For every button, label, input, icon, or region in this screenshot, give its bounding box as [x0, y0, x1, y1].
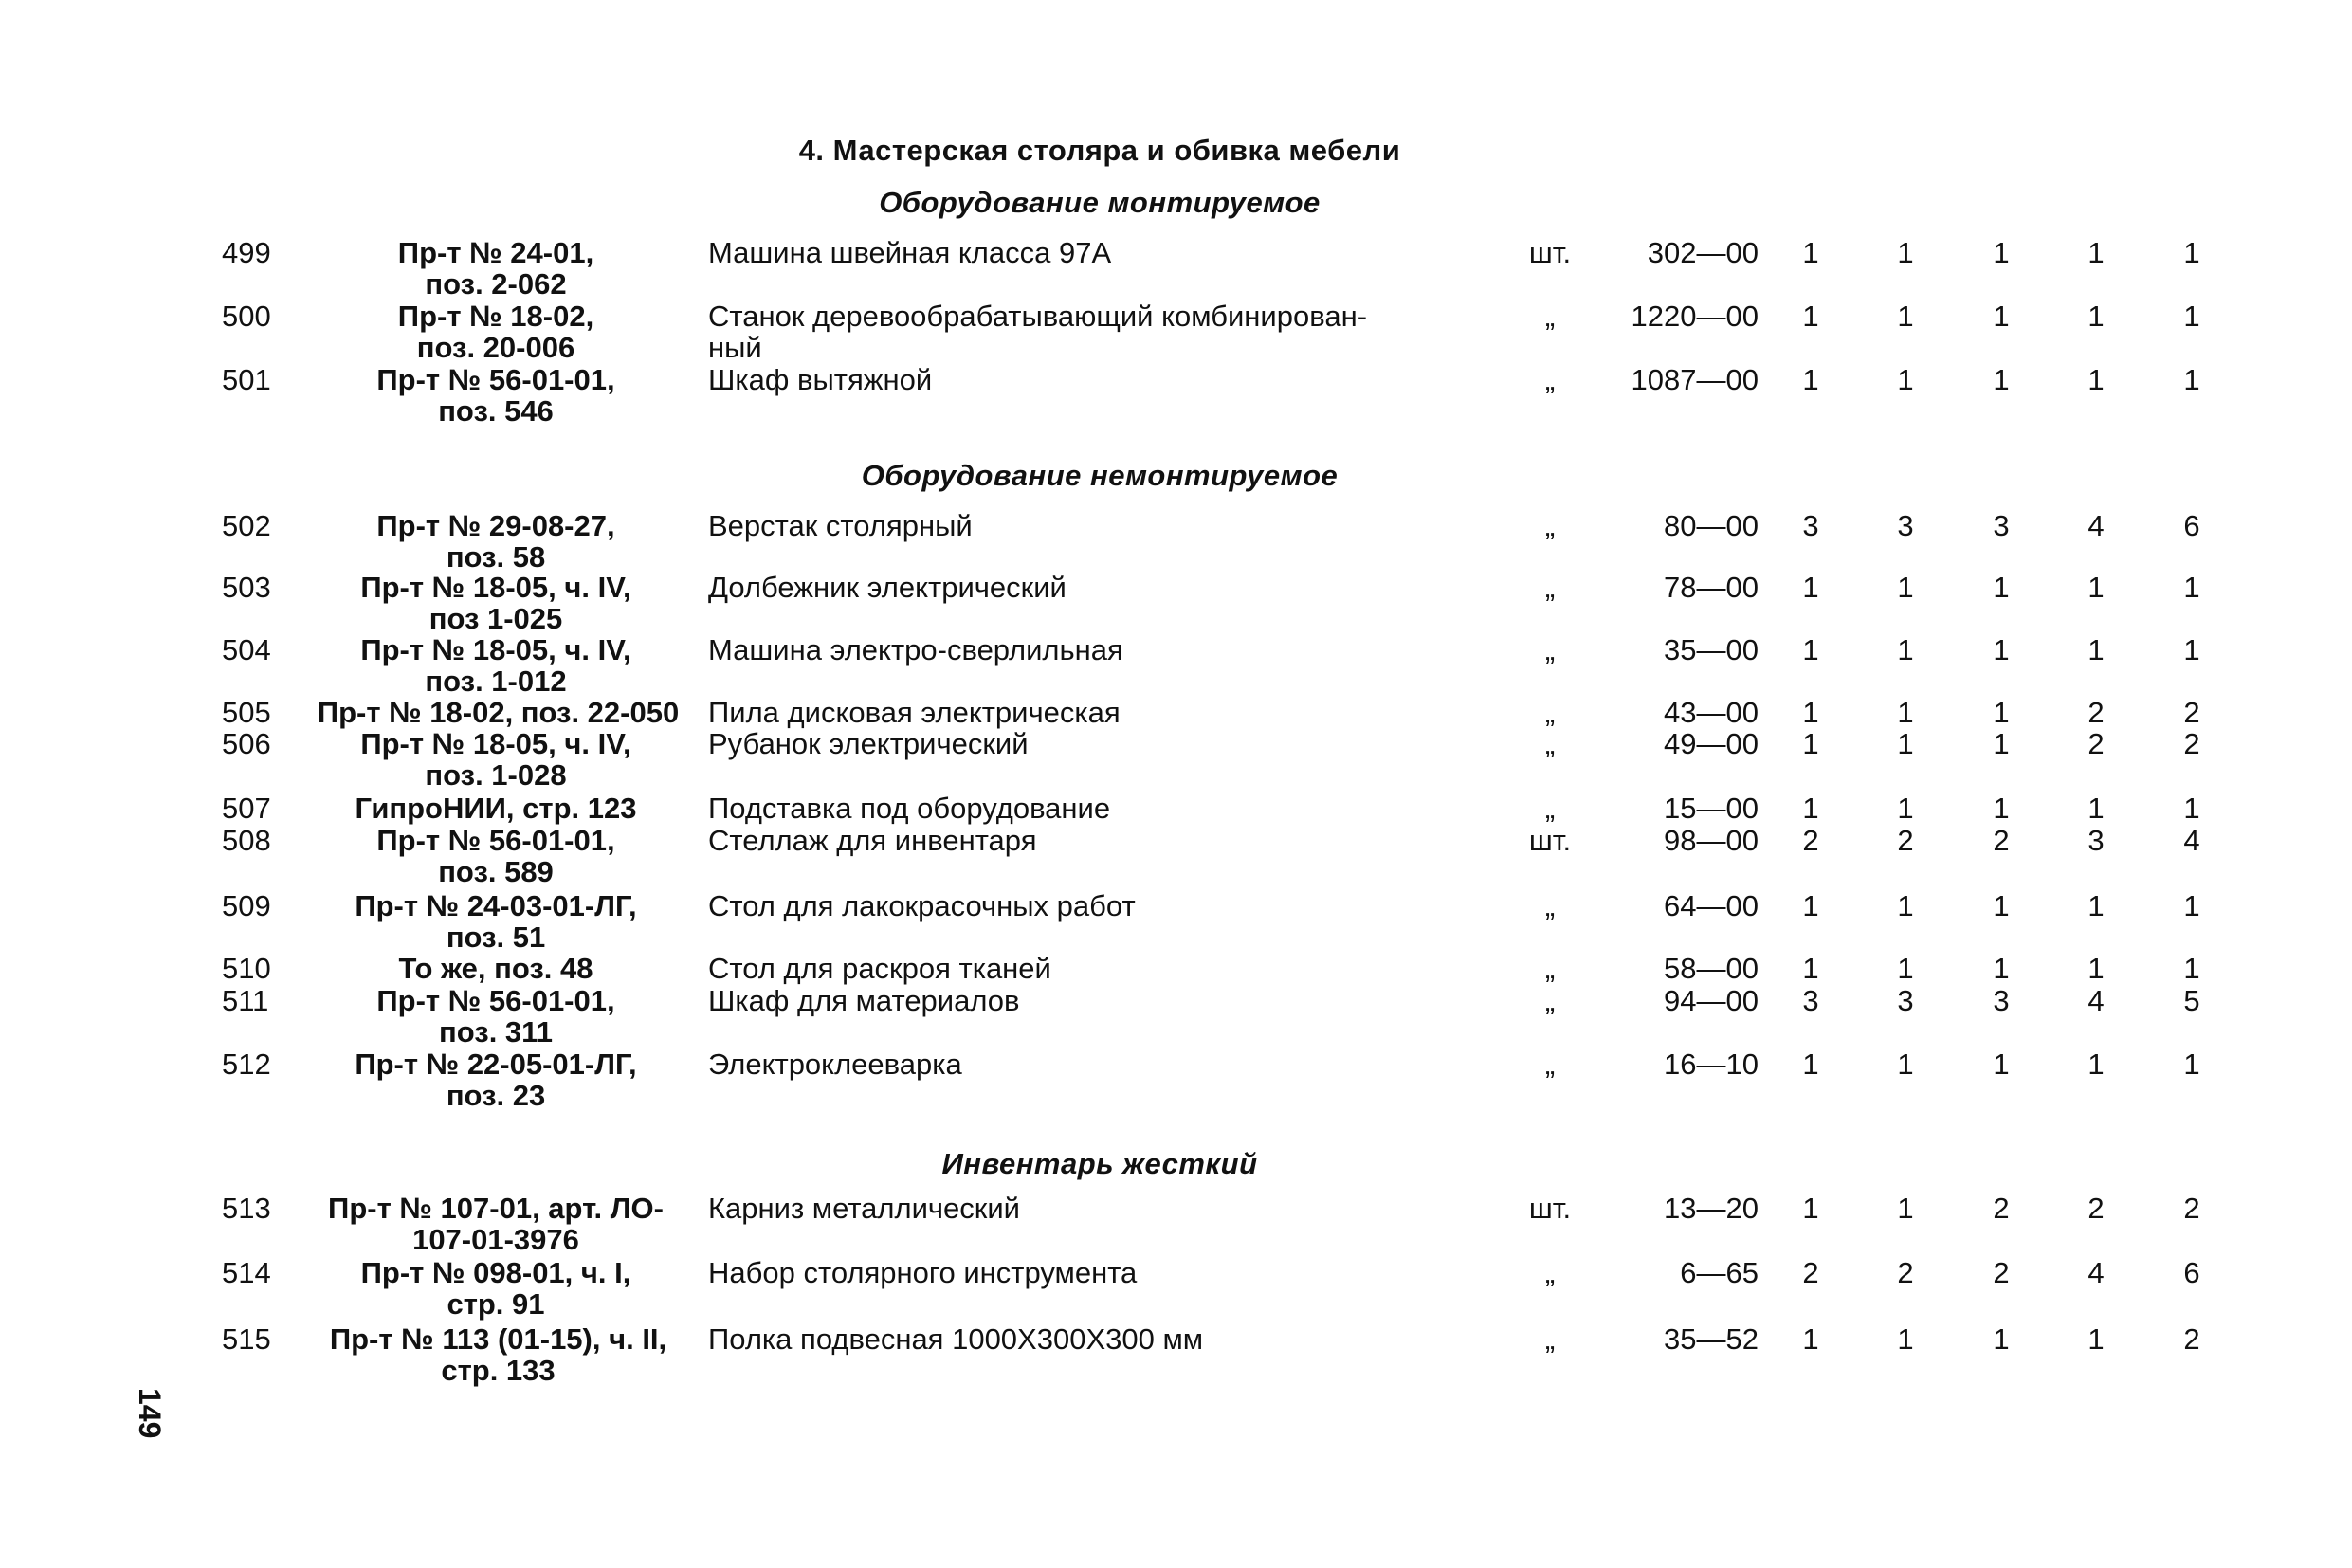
row-number: 508: [222, 824, 271, 857]
row-price: 302—00: [1647, 236, 1759, 269]
row-number: 499: [222, 236, 271, 269]
row-qty-5: 1: [2183, 363, 2200, 396]
row-reference: [301, 1193, 690, 1255]
row-qty-4: 1: [2088, 952, 2105, 985]
name-line-1: Станок деревообрабатывающий комбинирован-: [708, 300, 1368, 333]
reference-line-2: поз. 589: [438, 855, 554, 888]
section-heading-inventory: Инвентарь жесткий: [941, 1147, 1258, 1180]
table-row: [0, 1257, 2352, 1320]
page-number: 149: [133, 1388, 167, 1439]
section-heading-mounted: Оборудование монтируемое: [879, 186, 1321, 219]
row-name: [708, 793, 1448, 824]
row-qty-3: 1: [1993, 1048, 2010, 1081]
row-unit: „: [1544, 571, 1556, 604]
row-price: 13—20: [1664, 1192, 1759, 1225]
row-qty-4: 2: [2088, 1192, 2105, 1225]
row-qty-3: 1: [1993, 696, 2010, 729]
name-line-1: Подставка под оборудование: [708, 792, 1111, 825]
row-qty-4: 2: [2088, 696, 2105, 729]
row-price: 78—00: [1664, 571, 1759, 604]
row-reference: [301, 1323, 695, 1386]
name-line-1: Рубанок электрический: [708, 727, 1029, 760]
table-row: [0, 301, 2352, 363]
row-price: 58—00: [1664, 952, 1759, 985]
reference-line-1: Пр-т № 098-01, ч. I,: [360, 1256, 631, 1289]
row-reference: [301, 1257, 690, 1320]
row-qty-2: 1: [1897, 1048, 1914, 1081]
row-unit: шт.: [1528, 824, 1572, 857]
row-unit: „: [1544, 1048, 1556, 1081]
row-qty-5: 5: [2183, 984, 2200, 1017]
reference-line-1: Пр-т № 56-01-01,: [376, 824, 615, 857]
row-price: 1220—00: [1631, 300, 1759, 333]
section-heading-unmounted: Оборудование немонтируемое: [861, 459, 1339, 492]
row-qty-3: 1: [1993, 889, 2010, 922]
reference-line-2: поз. 546: [438, 394, 554, 428]
row-number: 511: [222, 984, 269, 1017]
row-unit: „: [1544, 1256, 1556, 1289]
row-qty-2: 1: [1897, 300, 1914, 333]
row-name: [708, 1048, 1448, 1080]
row-qty-5: 2: [2183, 1322, 2200, 1356]
row-qty-2: 1: [1897, 633, 1914, 666]
name-line-1: Электроклееварка: [708, 1048, 962, 1081]
row-qty-1: 1: [1802, 792, 1819, 825]
reference-line-2: поз. 311: [439, 1015, 553, 1048]
reference-line-1: Пр-т № 18-05, ч. IV,: [360, 571, 631, 604]
row-name: [708, 890, 1448, 921]
table-row: [0, 634, 2352, 697]
row-name: [708, 364, 1448, 395]
row-qty-2: 1: [1897, 889, 1914, 922]
row-price: 49—00: [1664, 727, 1759, 760]
row-qty-5: 2: [2183, 1192, 2200, 1225]
reference-line-1: Пр-т № 29-08-27,: [376, 509, 615, 542]
row-name: [708, 301, 1448, 363]
row-price: 35—00: [1664, 633, 1759, 666]
table-row: [0, 890, 2352, 953]
row-number: 510: [222, 952, 271, 985]
row-unit: „: [1544, 363, 1556, 396]
row-qty-4: 2: [2088, 727, 2105, 760]
row-qty-3: 1: [1993, 727, 2010, 760]
row-number: 513: [222, 1192, 271, 1225]
row-qty-1: 1: [1802, 300, 1819, 333]
row-qty-4: 4: [2088, 984, 2105, 1017]
row-price: 15—00: [1664, 792, 1759, 825]
name-line-1: Стол для раскроя тканей: [708, 952, 1051, 985]
row-qty-5: 6: [2183, 1256, 2200, 1289]
name-line-1: Стеллаж для инвентаря: [708, 824, 1037, 857]
reference-line-1: Пр-т № 107-01, арт. ЛО-: [328, 1192, 664, 1225]
row-qty-5: 1: [2183, 633, 2200, 666]
table-row: [0, 985, 2352, 1048]
reference-line-1: Пр-т № 18-02,: [397, 300, 594, 333]
reference-line-2: стр. 91: [447, 1287, 545, 1321]
row-qty-5: 6: [2183, 509, 2200, 542]
row-reference: [301, 237, 690, 300]
row-reference: [301, 1048, 690, 1111]
table-row: [0, 1193, 2352, 1255]
row-qty-1: 2: [1802, 824, 1819, 857]
table-row: [0, 237, 2352, 300]
row-unit: „: [1544, 509, 1556, 542]
reference-line-2: стр. 133: [441, 1354, 556, 1387]
row-number: 514: [222, 1256, 271, 1289]
row-qty-3: 1: [1993, 571, 2010, 604]
row-qty-3: 2: [1993, 1256, 2010, 1289]
reference-line-1: Пр-т № 24-03-01-ЛГ,: [355, 889, 637, 922]
row-reference: [301, 728, 690, 791]
row-reference: [301, 985, 690, 1048]
row-qty-4: 4: [2088, 1256, 2105, 1289]
row-qty-4: 1: [2088, 1322, 2105, 1356]
name-line-1: Карниз металлический: [708, 1192, 1020, 1225]
row-price: 98—00: [1664, 824, 1759, 857]
reference-line-1: Пр-т № 18-05, ч. IV,: [360, 633, 631, 666]
row-name: [708, 1323, 1448, 1355]
row-qty-1: 3: [1802, 984, 1819, 1017]
row-price: 16—10: [1664, 1048, 1759, 1081]
row-qty-2: 3: [1897, 984, 1914, 1017]
row-name: [708, 510, 1448, 541]
reference-line-2: поз 1-025: [428, 602, 563, 635]
row-qty-3: 1: [1993, 300, 2010, 333]
reference-line-2: поз. 1-028: [425, 758, 567, 792]
row-qty-2: 1: [1897, 696, 1914, 729]
row-qty-3: 1: [1993, 952, 2010, 985]
row-price: 94—00: [1664, 984, 1759, 1017]
row-unit: „: [1544, 727, 1556, 760]
row-unit: „: [1544, 984, 1556, 1017]
row-unit: „: [1544, 633, 1556, 666]
row-qty-1: 1: [1802, 571, 1819, 604]
row-name: [708, 1257, 1448, 1288]
reference-line-1: Пр-т № 113 (01-15), ч. II,: [329, 1322, 667, 1356]
reference-line-1: Пр-т № 56-01-01,: [376, 984, 615, 1017]
row-qty-1: 1: [1802, 952, 1819, 985]
row-qty-3: 2: [1993, 1192, 2010, 1225]
row-qty-5: 1: [2183, 571, 2200, 604]
reference-line-1: Пр-т № 22-05-01-ЛГ,: [355, 1048, 637, 1081]
table-row: [0, 364, 2352, 427]
name-line-1: Долбежник электрический: [708, 571, 1067, 604]
row-qty-2: 1: [1897, 952, 1914, 985]
row-qty-5: 1: [2183, 792, 2200, 825]
row-reference: [301, 510, 690, 573]
row-number: 503: [222, 571, 271, 604]
row-qty-4: 4: [2088, 509, 2105, 542]
name-line-2: ный: [708, 331, 762, 364]
row-qty-4: 1: [2088, 571, 2105, 604]
row-unit: шт.: [1528, 236, 1572, 269]
row-qty-3: 1: [1993, 363, 2010, 396]
reference-line-1: ГипроНИИ, стр. 123: [355, 792, 637, 825]
row-qty-1: 1: [1802, 889, 1819, 922]
reference-line-1: Пр-т № 18-02, поз. 22-050: [317, 696, 680, 729]
row-qty-5: 4: [2183, 824, 2200, 857]
row-price: 43—00: [1664, 696, 1759, 729]
row-qty-2: 1: [1897, 571, 1914, 604]
row-qty-3: 3: [1993, 984, 2010, 1017]
row-qty-1: 3: [1802, 509, 1819, 542]
row-qty-1: 1: [1802, 1192, 1819, 1225]
row-qty-1: 1: [1802, 1048, 1819, 1081]
row-number: 505: [222, 696, 271, 729]
row-price: 64—00: [1664, 889, 1759, 922]
row-qty-4: 1: [2088, 236, 2105, 269]
row-qty-1: 1: [1802, 1322, 1819, 1356]
row-reference: [301, 953, 690, 984]
row-number: 504: [222, 633, 271, 666]
reference-line-1: Пр-т № 56-01-01,: [376, 363, 615, 396]
row-qty-1: 2: [1802, 1256, 1819, 1289]
reference-line-1: Пр-т № 18-05, ч. IV,: [360, 727, 631, 760]
row-qty-4: 1: [2088, 1048, 2105, 1081]
row-name: [708, 697, 1448, 728]
row-number: 501: [222, 363, 271, 396]
row-qty-5: 2: [2183, 696, 2200, 729]
reference-line-2: поз. 23: [446, 1079, 546, 1112]
row-name: [708, 953, 1448, 984]
row-qty-4: 1: [2088, 633, 2105, 666]
row-number: 506: [222, 727, 271, 760]
reference-line-2: 107-01-3976: [412, 1223, 579, 1256]
row-qty-5: 1: [2183, 889, 2200, 922]
row-unit: „: [1544, 1322, 1556, 1356]
row-qty-3: 1: [1993, 236, 2010, 269]
row-name: [708, 237, 1448, 268]
name-line-1: Стол для лакокрасочных работ: [708, 889, 1136, 922]
row-qty-4: 1: [2088, 300, 2105, 333]
row-reference: [301, 825, 690, 887]
name-line-1: Шкаф вытяжной: [708, 363, 933, 396]
row-unit: „: [1544, 300, 1556, 333]
row-number: 509: [222, 889, 271, 922]
row-qty-5: 1: [2183, 1048, 2200, 1081]
name-line-1: Полка подвесная 1000Х300Х300 мм: [708, 1322, 1204, 1356]
row-unit: „: [1544, 792, 1556, 825]
row-qty-3: 1: [1993, 1322, 2010, 1356]
row-qty-1: 1: [1802, 696, 1819, 729]
name-line-1: Машина швейная класса 97А: [708, 236, 1112, 269]
row-name: [708, 1193, 1448, 1224]
table-row: [0, 728, 2352, 791]
row-qty-5: 2: [2183, 727, 2200, 760]
row-unit: „: [1544, 696, 1556, 729]
row-qty-2: 1: [1897, 363, 1914, 396]
row-reference: [301, 364, 690, 427]
row-qty-1: 1: [1802, 633, 1819, 666]
name-line-1: Пила дисковая электрическая: [708, 696, 1121, 729]
row-qty-5: 1: [2183, 952, 2200, 985]
row-qty-2: 1: [1897, 792, 1914, 825]
row-qty-4: 1: [2088, 792, 2105, 825]
row-qty-3: 3: [1993, 509, 2010, 542]
row-name: [708, 728, 1448, 759]
row-qty-2: 1: [1897, 727, 1914, 760]
row-price: 35—52: [1664, 1322, 1759, 1356]
row-number: 512: [222, 1048, 271, 1081]
table-row: [0, 1048, 2352, 1111]
row-price: 6—65: [1680, 1256, 1759, 1289]
row-qty-2: 2: [1897, 1256, 1914, 1289]
row-price: 80—00: [1664, 509, 1759, 542]
reference-line-2: поз. 20-006: [416, 331, 575, 364]
row-unit: шт.: [1528, 1192, 1572, 1225]
row-qty-4: 1: [2088, 889, 2105, 922]
reference-line-2: поз. 1-012: [425, 665, 567, 698]
row-name: [708, 985, 1448, 1016]
row-qty-2: 3: [1897, 509, 1914, 542]
row-reference: [301, 634, 690, 697]
row-unit: „: [1544, 889, 1556, 922]
row-qty-4: 1: [2088, 363, 2105, 396]
reference-line-2: поз. 58: [446, 540, 546, 574]
row-qty-3: 1: [1993, 792, 2010, 825]
row-number: 500: [222, 300, 271, 333]
reference-line-2: поз. 51: [446, 921, 546, 954]
row-number: 502: [222, 509, 271, 542]
row-reference: [301, 697, 695, 728]
name-line-1: Шкаф для материалов: [708, 984, 1020, 1017]
name-line-1: Машина электро-сверлильная: [708, 633, 1123, 666]
reference-line-2: поз. 2-062: [425, 267, 567, 301]
page-title: 4. Мастерская столяра и обивка мебели: [798, 134, 1401, 167]
row-reference: [301, 301, 690, 363]
table-row: [0, 510, 2352, 573]
row-qty-1: 1: [1802, 236, 1819, 269]
row-reference: [301, 793, 690, 824]
table-row: [0, 1323, 2352, 1386]
table-row: [0, 572, 2352, 634]
reference-line-1: Пр-т № 24-01,: [397, 236, 594, 269]
row-name: [708, 634, 1448, 665]
row-qty-2: 2: [1897, 824, 1914, 857]
name-line-1: Набор столярного инструмента: [708, 1256, 1138, 1289]
row-qty-3: 2: [1993, 824, 2010, 857]
row-qty-5: 1: [2183, 236, 2200, 269]
row-qty-5: 1: [2183, 300, 2200, 333]
row-name: [708, 825, 1448, 856]
row-number: 507: [222, 792, 271, 825]
row-qty-4: 3: [2088, 824, 2105, 857]
row-qty-2: 1: [1897, 1192, 1914, 1225]
row-qty-1: 1: [1802, 727, 1819, 760]
row-qty-1: 1: [1802, 363, 1819, 396]
row-unit: „: [1544, 952, 1556, 985]
row-reference: [301, 890, 690, 953]
row-price: 1087—00: [1631, 363, 1759, 396]
reference-line-1: То же, поз. 48: [398, 952, 593, 985]
row-name: [708, 572, 1448, 603]
row-number: 515: [222, 1322, 271, 1356]
name-line-1: Верстак столярный: [708, 509, 973, 542]
row-qty-2: 1: [1897, 236, 1914, 269]
row-reference: [301, 572, 690, 634]
row-qty-3: 1: [1993, 633, 2010, 666]
table-row: [0, 825, 2352, 887]
row-qty-2: 1: [1897, 1322, 1914, 1356]
